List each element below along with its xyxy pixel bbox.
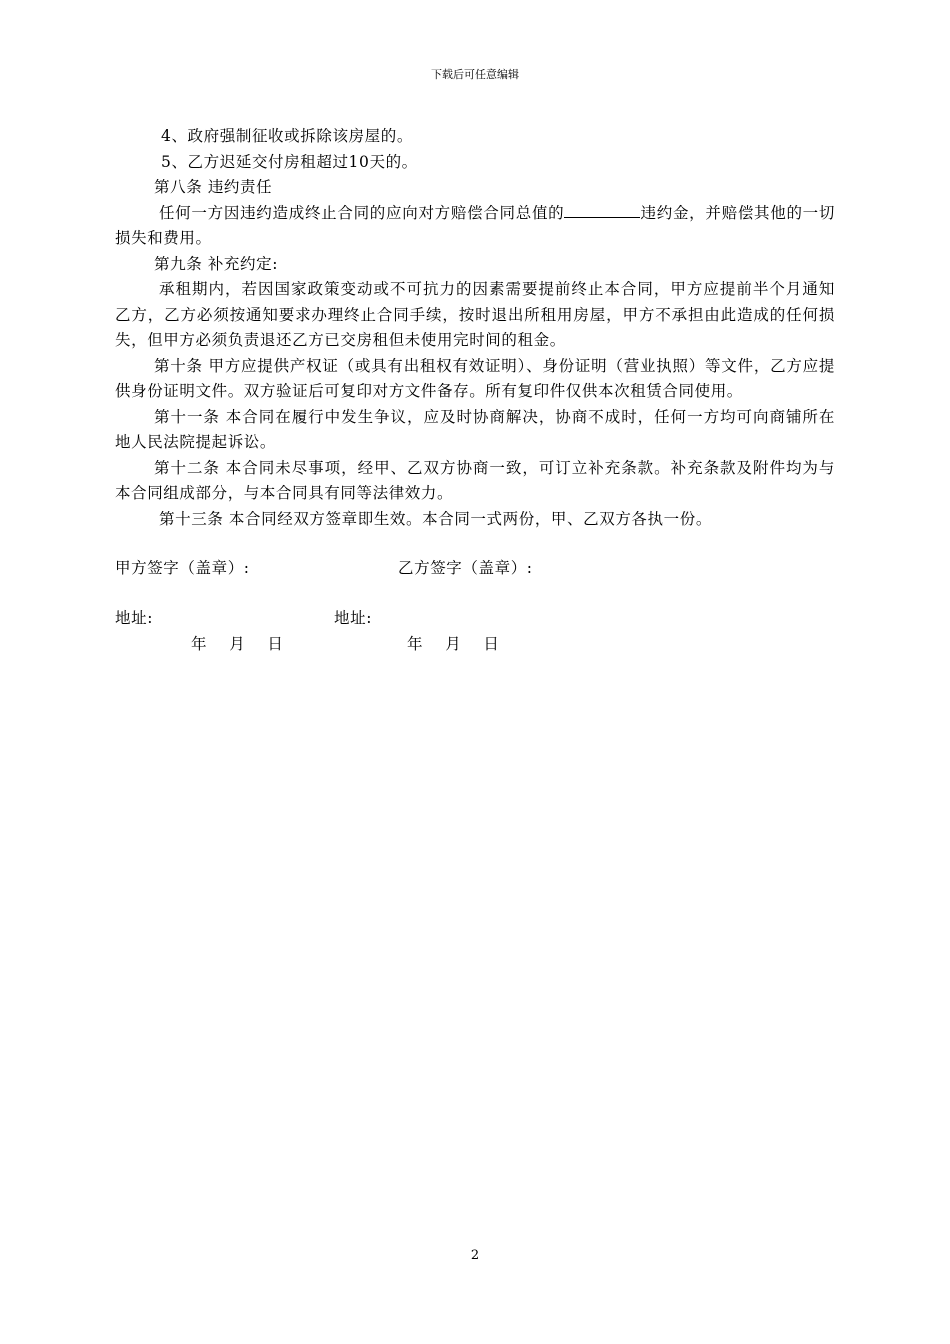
article-11: 第十一条 本合同在履行中发生争议，应及时协商解决，协商不成时，任何一方均可向商铺所在地人民法院提起诉讼。 — [115, 407, 835, 451]
party-b-address-label: 地址: — [334, 609, 373, 627]
article-9-title: 第九条 补充约定: — [154, 254, 279, 273]
clause-item-4: 4、政府强制征收或拆除该房屋的。 — [161, 127, 413, 145]
article-12: 第十二条 本合同未尽事项，经甲、乙双方协商一致，可订立补充条款。补充条款及附件均为与本合同组成部分，与本合同具有同等法律效力。 — [115, 458, 835, 502]
amount-blank-line — [564, 202, 640, 218]
article-8-text — [115, 201, 835, 252]
signature-row — [115, 556, 835, 582]
party-a-date: 年 月 日 — [191, 635, 284, 653]
party-a-address-label: 地址: — [115, 609, 154, 627]
document-body — [115, 124, 835, 658]
party-b-date: 年 月 日 — [407, 635, 500, 653]
article-9-text: 承租期内，若因国家政策变动或不可抗力的因素需要提前终止本合同，甲方应提前半个月通知乙方，乙方必须按通知要求办理终止合同手续，按时退出所租用房屋，甲方不承担由此造成的任何损失，但甲方必须负责退还乙方已交房租但未使用完时间的租金。 — [115, 280, 835, 349]
article-10: 第十条 甲方应提供产权证（或具有出租权有效证明）、身份证明（营业执照）等文件，乙方应提供身份证明文件。双方验证后可复印对方文件备存。所有复印件仅供本次租赁合同使用。 — [115, 356, 835, 400]
clause-item-5: 5、乙方迟延交付房租超过10天的。 — [161, 152, 418, 171]
party-a-signature-label: 甲方签字（盖章）: — [115, 559, 250, 577]
address-row — [115, 606, 835, 632]
page-number: 2 — [470, 1248, 480, 1263]
article-8-title: 第八条 违约责任 — [154, 178, 273, 196]
article-8-text-part-a: 任何一方因违约造成终止合同的应向对方赔偿合同总值的 — [159, 203, 565, 222]
article-13: 第十三条 本合同经双方签章即生效。本合同一式两份，甲、乙双方各执一份。 — [159, 509, 712, 528]
article-8-text-part-b: 违约金，并赔偿其他的一切损失和费用。 — [115, 203, 835, 247]
party-b-signature-label: 乙方签字（盖章）: — [398, 559, 533, 577]
page-header: 下载后可任意编辑 — [431, 68, 519, 81]
date-row — [115, 632, 835, 658]
